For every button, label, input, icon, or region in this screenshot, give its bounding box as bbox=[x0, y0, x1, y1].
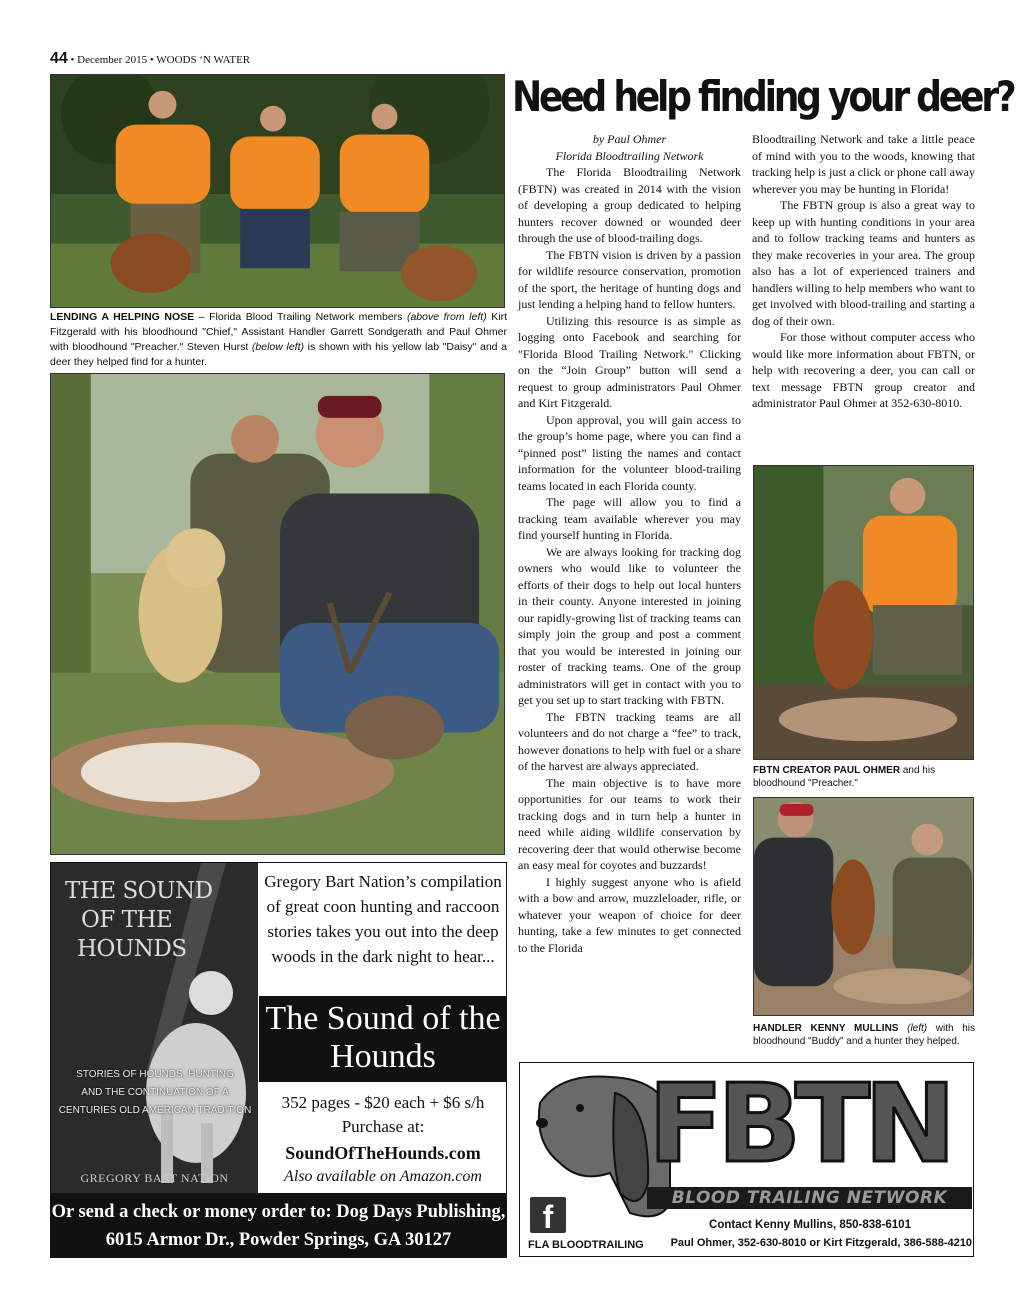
caption-lead: LENDING A HELPING NOSE bbox=[50, 311, 195, 323]
caption-italic: (below left) bbox=[251, 341, 304, 353]
caption-lead: HANDLER KENNY MULLINS bbox=[753, 1023, 899, 1034]
photo-hunters-with-deer bbox=[50, 373, 505, 855]
cover-subtitle-line: CENTURIES OLD AMERICAN TRADITION bbox=[58, 1105, 252, 1116]
cover-subtitle-line: AND THE CONTINUATION OF A bbox=[81, 1087, 229, 1098]
article-paragraph: The FBTN group is also a great way to keep up with hunting conditions in your area and to follow tracking teams and hunters as they make recoveries in your area. The group also has a lot of experienced trainers and handlers willing to help members who want to get involved with blood-trailing and starting a dog of their own. bbox=[752, 198, 975, 328]
fbtn-logo: FBTN bbox=[648, 1062, 951, 1187]
book-price bbox=[259, 1091, 507, 1139]
order-line: 6015 Armor Dr., Powder Springs, GA 30127 bbox=[105, 1230, 452, 1250]
article-paragraph: The FBTN tracking teams are all volunteers and do not charge a “fee” to track, however donations to help with fuel or a share of the harvest are always appreciated. bbox=[518, 709, 741, 773]
caption-text: and his bloodhound "Preacher." bbox=[753, 765, 936, 789]
article-headline: Need help finding your deer? bbox=[512, 72, 1014, 121]
order-address bbox=[51, 1193, 506, 1257]
article-paragraph: The Florida Bloodtrailing Network (FBTN) was created in 2014 with the vision of developing a group dedicated to helping hunters recover downed or wounded deer through the use of blood-trailing dogs. bbox=[518, 165, 741, 245]
photo-caption-paul-ohmer bbox=[753, 764, 975, 790]
photo-team-with-bloodhounds bbox=[50, 74, 505, 308]
article-column-2 bbox=[752, 131, 975, 412]
article-paragraph: The page will allow you to find a tracking team available wherever you may find yourself hunting in Florida. bbox=[518, 495, 741, 542]
caption-text: – Florida Blood Trailing Network members bbox=[194, 311, 407, 323]
contact-line-1: Contact Kenny Mullins, 850-838-6101 bbox=[709, 1219, 911, 1231]
cover-author: GREGORY BART NATION bbox=[80, 1171, 229, 1185]
book-website: SoundOfTheHounds.com bbox=[285, 1143, 481, 1163]
price-text: 352 pages - $20 each + $6 s/h bbox=[281, 1093, 485, 1112]
article-paragraph: For those without computer access who would like more information about FBTN, or help with recovering a deer, you can call or text message FBTN group creator and administrator Paul Ohmer at 352-630-8010. bbox=[752, 330, 975, 410]
article-paragraph: The main objective is to have more opportunities for our teams to work their tracking dogs and in turn help a hunter in need while aiding wildlife conservation by recovering deer that would otherwise become an easy meal for coyotes and buzzards! bbox=[518, 775, 741, 872]
caption-lead: FBTN CREATOR PAUL OHMER bbox=[753, 765, 901, 776]
cover-subtitle-line: STORIES OF HOUNDS, HUNTING bbox=[76, 1069, 234, 1080]
byline-org: Florida Bloodtrailing Network bbox=[555, 148, 704, 163]
caption-text: is shown with his yellow lab "Daisy" and a deer they helped find for a hunter. bbox=[50, 341, 508, 368]
facebook-icon: f bbox=[530, 1197, 566, 1233]
article-column-1 bbox=[518, 131, 741, 956]
photo-caption-team bbox=[50, 310, 507, 370]
order-line: Or send a check or money order to: Dog Days Publishing, bbox=[51, 1202, 506, 1222]
caption-text: with his bloodhound "Buddy" and a hunter they helped. bbox=[753, 1023, 975, 1047]
purchase-label: Purchase at: bbox=[341, 1117, 425, 1136]
book-pitch: Gregory Bart Nation’s compilation of great coon hunting and raccoon stories takes you out into the deep woods in the dark night to hear... bbox=[264, 872, 502, 966]
cover-title-line: OF THE bbox=[81, 907, 173, 933]
cover-title-line: HOUNDS bbox=[77, 936, 187, 962]
page-folio bbox=[50, 50, 250, 68]
fbtn-tagline: BLOOD TRAILING NETWORK bbox=[647, 1187, 972, 1209]
book-title: The Sound of the Hounds bbox=[259, 996, 507, 1082]
caption-italic: (left) bbox=[898, 1023, 928, 1034]
caption-text: Kirt Fitzgerald with his bloodhound "Chief," Assistant Handler Garrett Sondgerath and Paul Ohmer with bloodhound "Preacher." Steven Hurst bbox=[50, 311, 508, 353]
article-paragraph: We are always looking for tracking dog owners who would like to volunteer the efforts of their dogs to help out local hunters in their county. Anyone interested in joining our rapidly-growing list of tracking teams can simply join the group and post a comment that you would be interested in joining our roster of tracking teams. One of the group administrators will get in contact with you to get you set up to start tracking with FBTN. bbox=[518, 544, 741, 707]
facebook-group-label: FLA BLOODTRAILING bbox=[528, 1239, 644, 1251]
fbtn-advertisement bbox=[519, 1062, 974, 1257]
photo-paul-ohmer-with-bloodhound bbox=[753, 465, 974, 760]
article-paragraph: The FBTN vision is driven by a passion for wildlife resource conservation, promotion of the sport, the heritage of hunting dogs and just lending a helping hand to fellow hunters. bbox=[518, 247, 741, 311]
caption-italic: (above from left) bbox=[406, 311, 487, 323]
article-paragraph: Upon approval, you will gain access to the group’s home page, where you can find a “pinned post” listing the names and contact information for the volunteer blood-trailing teams located in each Florida county. bbox=[518, 412, 741, 493]
book-cover bbox=[51, 863, 258, 1193]
article-paragraph: Bloodtrailing Network and take a little peace of mind with you to the woods, knowing that tracking help is just a click or phone call away wherever you may be hunting in Florida! bbox=[752, 132, 975, 196]
article-paragraph: I highly suggest anyone who is afield with a bow and arrow, muzzleloader, rifle, or whatever your weapon of choice for deer hunting, take a few minutes to get connected to the Florida bbox=[518, 874, 741, 955]
page-number: 44 bbox=[50, 50, 68, 67]
contact-line-2: Paul Ohmer, 352-630-8010 or Kirt Fitzgerald, 386-588-4210 bbox=[670, 1237, 972, 1249]
byline: by Paul Ohmer bbox=[592, 132, 667, 146]
photo-kenny-mullins-with-bloodhound bbox=[753, 797, 974, 1016]
book-amazon-note: Also available on Amazon.com bbox=[284, 1168, 482, 1185]
cover-title-line: THE SOUND bbox=[65, 878, 213, 904]
cover-subtitle bbox=[57, 1066, 253, 1120]
article-paragraph: Utilizing this resource is as simple as logging onto Facebook and searching for "Florida Blood Trailing Network." Clicking on the “Join Group” button will send a request to group administrators Paul Ohmer and Kirt Fitzgerald. bbox=[518, 313, 741, 410]
issue-line: • December 2015 • WOODS ‘N WATER bbox=[70, 54, 251, 66]
book-advertisement bbox=[50, 862, 507, 1258]
photo-caption-kenny-mullins bbox=[753, 1022, 975, 1048]
cover-title bbox=[65, 877, 213, 964]
